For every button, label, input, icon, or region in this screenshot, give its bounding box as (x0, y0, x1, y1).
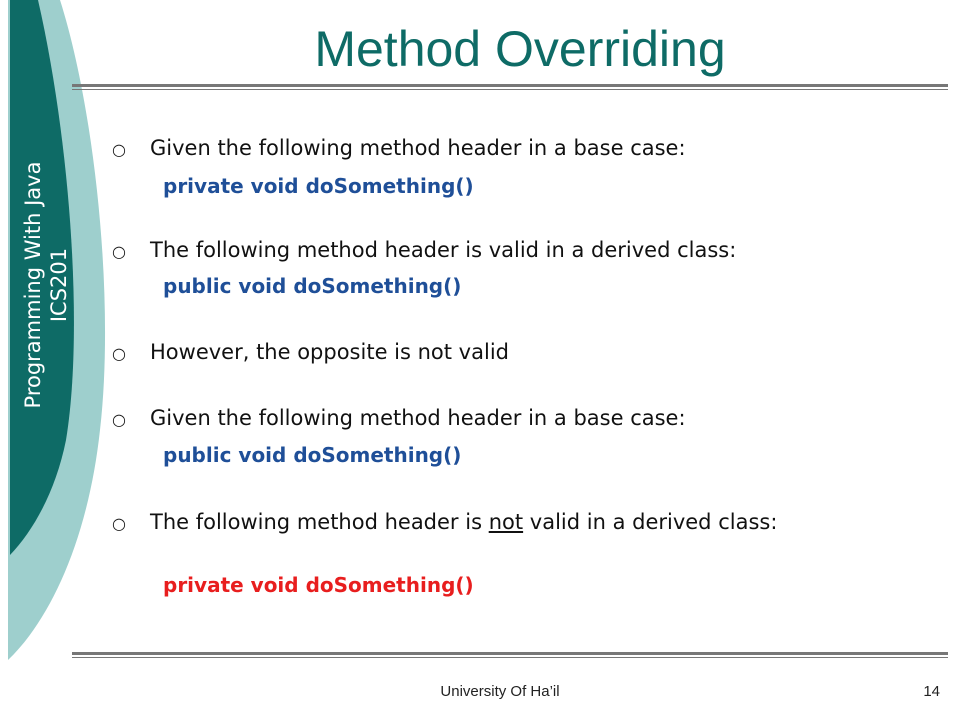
page-number: 14 (923, 683, 940, 700)
slide-title: Method Overriding (314, 21, 726, 77)
bottom-divider (72, 652, 948, 658)
code-line-5: private void doSomething() (163, 573, 474, 597)
emphasis-not: not (488, 510, 524, 534)
code-line-2: public void doSomething() (163, 274, 462, 298)
course-code: ICS201 (47, 247, 71, 323)
top-divider (72, 84, 948, 90)
code-line-4: public void doSomething() (163, 443, 462, 467)
bullet-circle-icon: ○ (112, 140, 126, 159)
code-line-1: private void doSomething() (163, 174, 474, 198)
footer-institution: University Of Ha’il (440, 683, 560, 700)
bullet-text: Given the following method header in a base case: (150, 406, 686, 430)
bullet-text: Given the following method header in a base case: (150, 136, 686, 160)
bullet-text: However, the opposite is not valid (150, 340, 509, 364)
bullet-circle-icon: ○ (112, 410, 126, 429)
bullet-text: The following method header is not valid in a derived class: (150, 510, 778, 534)
bullet-text: The following method header is valid in a derived class: (150, 238, 737, 262)
course-name: Programming With Java (21, 161, 45, 409)
bullet-circle-icon: ○ (112, 344, 126, 363)
course-side-label (20, 105, 80, 465)
bullet-circle-icon: ○ (112, 242, 126, 261)
bullet-circle-icon: ○ (112, 514, 126, 533)
